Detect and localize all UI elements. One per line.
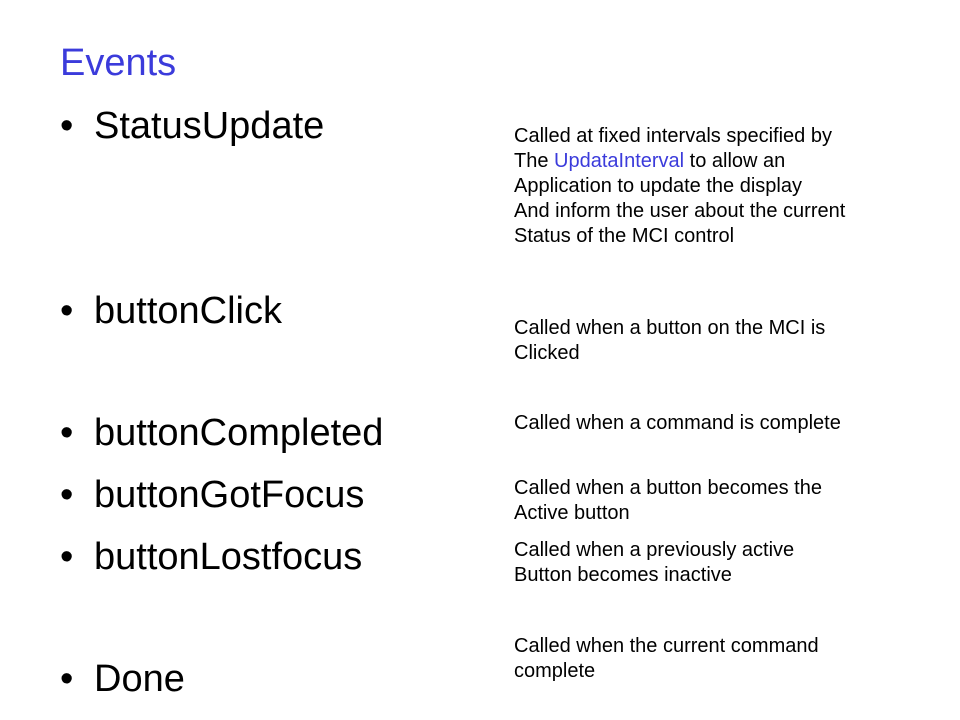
description-line: Clicked xyxy=(514,342,580,364)
update-interval-term: UpdataInterval xyxy=(554,150,685,172)
event-name: buttonCompleted xyxy=(94,412,384,454)
event-name: Done xyxy=(94,658,185,700)
description-line: Called at fixed intervals specified by xyxy=(514,125,832,147)
event-name: buttonLostfocus xyxy=(94,536,363,578)
bullet-glyph: • xyxy=(60,536,74,578)
event-description-buttoncompleted xyxy=(514,411,841,436)
event-name: buttonGotFocus xyxy=(94,474,365,516)
bullet-glyph: • xyxy=(60,658,74,700)
description-line xyxy=(514,149,845,174)
event-bullet-buttonlostfocus xyxy=(60,534,362,580)
description-line: Called when a command is complete xyxy=(514,412,841,434)
event-description-buttonclick xyxy=(514,316,825,366)
description-line: complete xyxy=(514,660,596,682)
description-line: Application to update the display xyxy=(514,175,802,197)
description-line: And inform the user about the current xyxy=(514,200,846,222)
event-bullet-statusupdate xyxy=(60,103,324,149)
event-bullet-buttongotfocus xyxy=(60,472,364,518)
description-line: Called when the current command xyxy=(514,635,819,657)
description-text: to allow an xyxy=(684,150,786,172)
event-name: buttonClick xyxy=(94,290,282,332)
bullet-glyph: • xyxy=(60,412,74,454)
description-line: Active button xyxy=(514,502,630,524)
description-line: Status of the MCI control xyxy=(514,225,735,247)
event-bullet-done xyxy=(60,656,185,702)
event-bullet-buttonclick xyxy=(60,288,282,334)
description-line: Called when a previously active xyxy=(514,539,795,561)
slide-title: Events xyxy=(60,42,177,84)
event-name: StatusUpdate xyxy=(94,105,325,147)
event-bullet-buttoncompleted xyxy=(60,410,383,456)
event-description-done xyxy=(514,634,819,684)
event-description-buttongotfocus xyxy=(514,476,822,526)
description-line: Button becomes inactive xyxy=(514,564,732,586)
bullet-glyph: • xyxy=(60,290,74,332)
bullet-glyph: • xyxy=(60,474,74,516)
event-description-buttonlostfocus xyxy=(514,538,794,588)
description-line: Called when a button becomes the xyxy=(514,477,822,499)
description-line: Called when a button on the MCI is xyxy=(514,317,826,339)
bullet-glyph: • xyxy=(60,105,74,147)
description-text: The xyxy=(514,150,555,172)
event-description-statusupdate xyxy=(514,124,845,249)
